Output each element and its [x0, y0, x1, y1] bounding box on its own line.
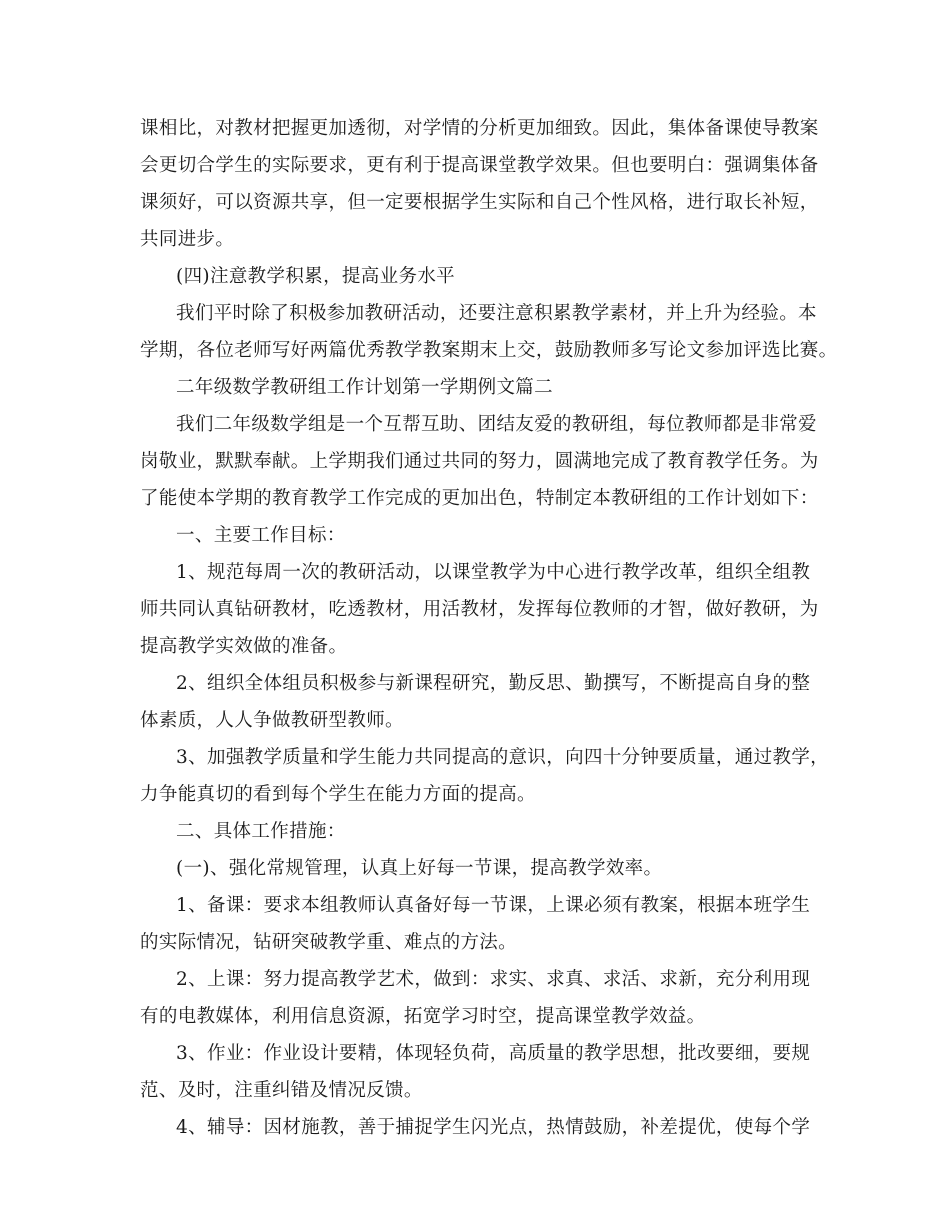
body-text-line: 师共同认真钻研教材，吃透教材，用活教材，发挥每位教师的才智，做好教研，为 — [140, 599, 819, 620]
list-item-start-line: 1、备课：要求本组教师认真备好每一节课，上课必须有教案，根据本班学生 — [176, 895, 811, 916]
list-item-start-line: 2、组织全体组员积极参与新课程研究，勤反思、勤撰写，不断提高自身的整 — [176, 673, 811, 694]
body-text-line: 共同进步。 — [140, 229, 235, 250]
body-text-line: 课相比，对教材把握更加透彻，对学情的分析更加细致。因此，集体备课使导教案 — [140, 118, 819, 139]
list-item-start-line: 4、辅导：因材施教，善于捕捉学生闪光点，热情鼓励，补差提优，使每个学 — [176, 1117, 811, 1138]
paragraph-start-line: 我们二年级数学组是一个互帮互助、团结友爱的教研组，每位教师都是非常爱 — [176, 414, 817, 435]
list-item-start-line: 3、加强教学质量和学生能力共同提高的意识，向四十分钟要质量，通过教学， — [176, 747, 830, 768]
body-text-line: 提高教学实效做的准备。 — [140, 636, 348, 657]
body-text-line: 岗敬业，默默奉献。上学期我们通过共同的努力，圆满地完成了教育教学任务。为 — [140, 451, 819, 472]
body-text-line: 范、及时，注重纠错及情况反馈。 — [140, 1080, 423, 1101]
body-text-line: 力争能真切的看到每个学生在能力方面的提高。 — [140, 784, 536, 805]
section-heading: (四)注意教学积累，提高业务水平 — [176, 266, 456, 287]
body-text-line: 学期，各位老师写好两篇优秀教学教案期末上交，鼓励教师多写论文参加评选比赛。 — [140, 340, 838, 361]
body-text-line: 有的电教媒体，利用信息资源，拓宽学习时空，提高课堂教学效益。 — [140, 1006, 706, 1027]
section-heading: 二、具体工作措施： — [176, 821, 346, 842]
body-text-line: 课须好，可以资源共享，但一定要根据学生实际和自己个性风格，进行取长补短， — [140, 192, 819, 213]
list-item-start-line: 2、上课：努力提高教学艺术，做到：求实、求真、求活、求新，充分利用现 — [176, 969, 811, 990]
body-text-line: 了能使本学期的教育教学工作完成的更加出色，特制定本教研组的工作计划如下： — [140, 488, 819, 509]
paragraph-start-line: 我们平时除了积极参加教研活动，还要注意积累教学素材，并上升为经验。本 — [176, 303, 817, 324]
section-heading: 一、主要工作目标： — [176, 525, 346, 546]
list-item-start-line: 1、规范每周一次的教研活动，以课堂教学为中心进行教学改革，组织全组教 — [176, 562, 811, 583]
body-text-line: 的实际情况，钻研突破教学重、难点的方法。 — [140, 932, 518, 953]
body-text-line: 会更切合学生的实际要求，更有利于提高课堂教学效果。但也要明白：强调集体备 — [140, 155, 819, 176]
list-item-start-line: 3、作业：作业设计要精，体现轻负荷，高质量的教学思想，批改要细，要规 — [176, 1043, 811, 1064]
subsection-heading: (一)、强化常规管理，认真上好每一节课，提高教学效率。 — [176, 858, 663, 879]
body-text-line: 体素质，人人争做教研型教师。 — [140, 710, 404, 731]
article-title: 二年级数学教研组工作计划第一学期例文篇二 — [176, 377, 554, 398]
